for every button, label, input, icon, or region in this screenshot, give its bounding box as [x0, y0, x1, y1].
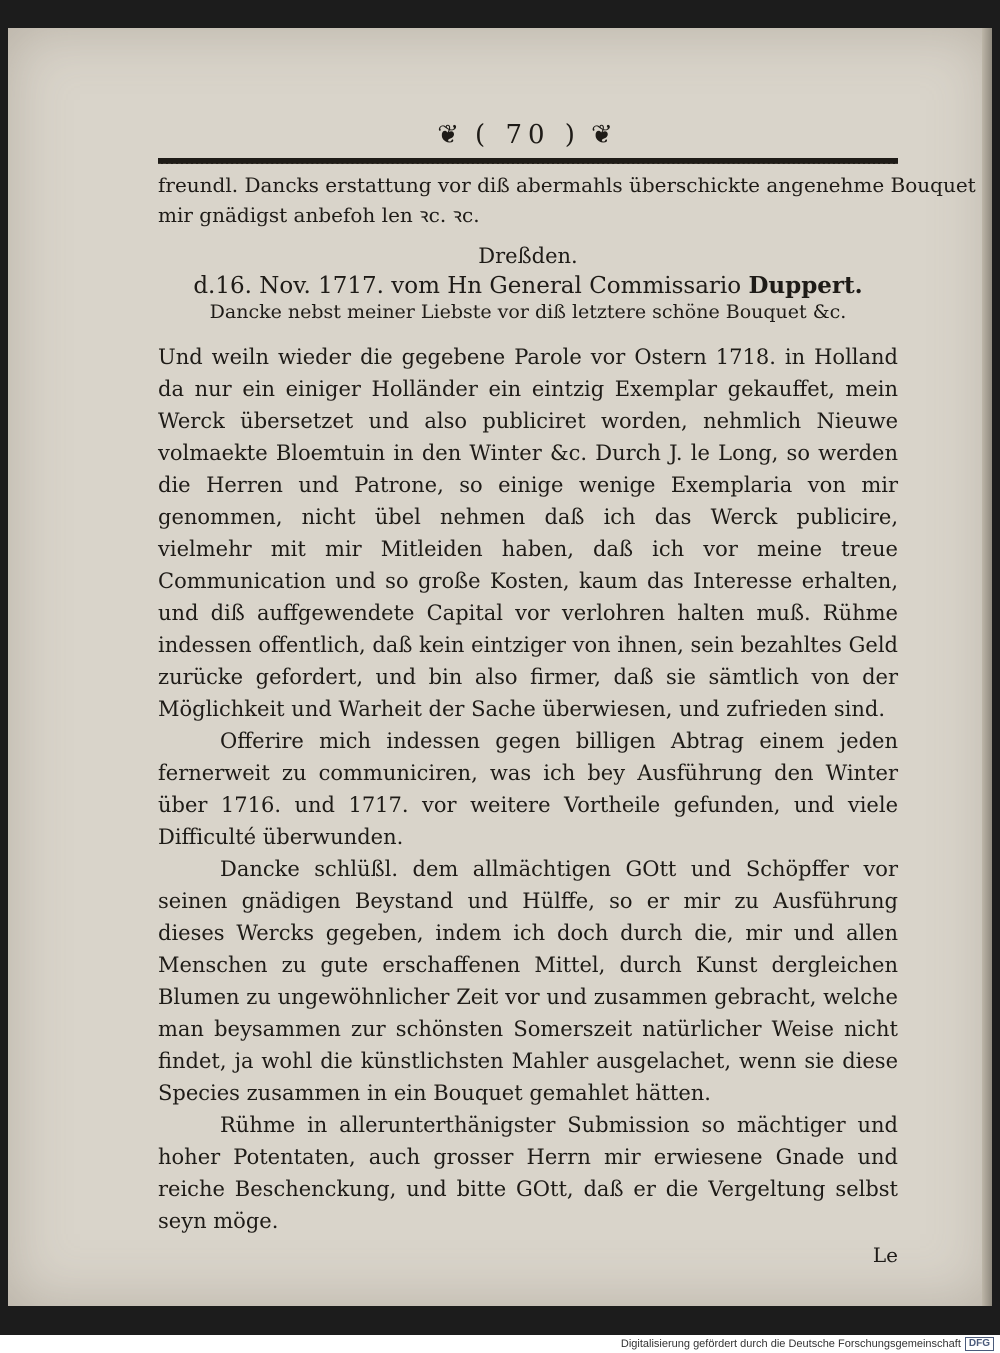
carryover-line-1: freundl. Dancks erstattung vor diß abermahls überschickte angenehme Bouquet	[158, 173, 976, 197]
page-number: ( 70 )	[475, 120, 581, 150]
paragraph-2: Offerire mich indessen gegen billigen Abtrag einem jeden fernerweit zu communiciren, was ich bey Ausführung den Winter über 1716. und 1717. vor weitere Vortheile gefunden, und viele Difficulté überwunden.	[158, 729, 898, 849]
place-heading: Dreßden.	[478, 244, 578, 268]
dateline-name: Duppert.	[748, 272, 863, 299]
letter-dateline	[158, 272, 898, 299]
page-edge	[982, 28, 992, 1306]
catchword: Le	[872, 1243, 898, 1267]
dateline-date: d.16. Nov. 1717. vom Hn General Commissario	[193, 273, 742, 299]
digitization-footer	[0, 1335, 1000, 1353]
thanks-line: Dancke nebst meiner Liebste vor diß letztere schöne Bouquet &c.	[209, 301, 847, 323]
dfg-logo: DFG	[965, 1337, 994, 1351]
right-ornament-icon: ❦	[590, 120, 619, 150]
paragraph-4: Rühme in allerunterthänigster Submission so mächtiger und hoher Potentaten, auch grosser Herrn mir erwiesene Gnade und reiche Beschenckung, und bitte GOtt, daß er die Vergeltung selbst seyn möge.	[158, 1113, 898, 1233]
page-content	[158, 118, 976, 1267]
paragraph-1: Und weiln wieder die gegebene Parole vor Ostern 1718. in Holland da nur ein einiger Holländer ein eintzig Exemplar gekauffet, mein Werck übersetzet und also publiciret worden, nehmlich Nieuwe volmaekte Bloemtuin in den Winter &c. Durch J. le Long, so werden die Herren und Patrone, so einige wenige Exemplaria von mir genommen, nicht übel nehmen daß ich das Werck publicire, vielmehr mit mir Mitleiden haben, daß ich vor meine treue Communication und so große Kosten, kaum das Interesse erhalten, und diß auffgewendete Capital vor verlohren halten muß. Rühme indessen offentlich, daß kein eintziger von ihnen, sein bezahltes Geld zurücke gefordert, und bin also firmer, daß sie sämtlich von der Möglichkeit und Warheit der Sache überwiesen, und zufrieden sind.	[158, 345, 898, 721]
book-page	[8, 28, 992, 1306]
left-ornament-icon: ❦	[437, 120, 466, 150]
carryover-line-2: mir gnädigst anbefoh len ꝛc. ꝛc.	[158, 203, 480, 227]
footer-text: Digitalisierung gefördert durch die Deutsche Forschungsgemeinschaft	[620, 1338, 961, 1350]
page-header	[158, 118, 898, 152]
paragraph-3: Dancke schlüßl. dem allmächtigen GOtt und Schöpffer vor seinen gnädigen Beystand und Hülffe, so er mir zu Ausführung dieses Wercks gegeben, indem ich doch durch die, mir und allen Menschen zu gute erschaffenen Mittel, durch Kunst dergleichen Blumen zu ungewöhnlicher Zeit vor und zusammen gebracht, welche man beysammen zur schönsten Somerszeit natürlicher Weise nicht findet, ja wohl die künstlichsten Mahler ausgelachet, wenn sie diese Species zusammen in ein Bouquet gemahlet hätten.	[158, 857, 898, 1105]
header-rule	[158, 158, 898, 164]
